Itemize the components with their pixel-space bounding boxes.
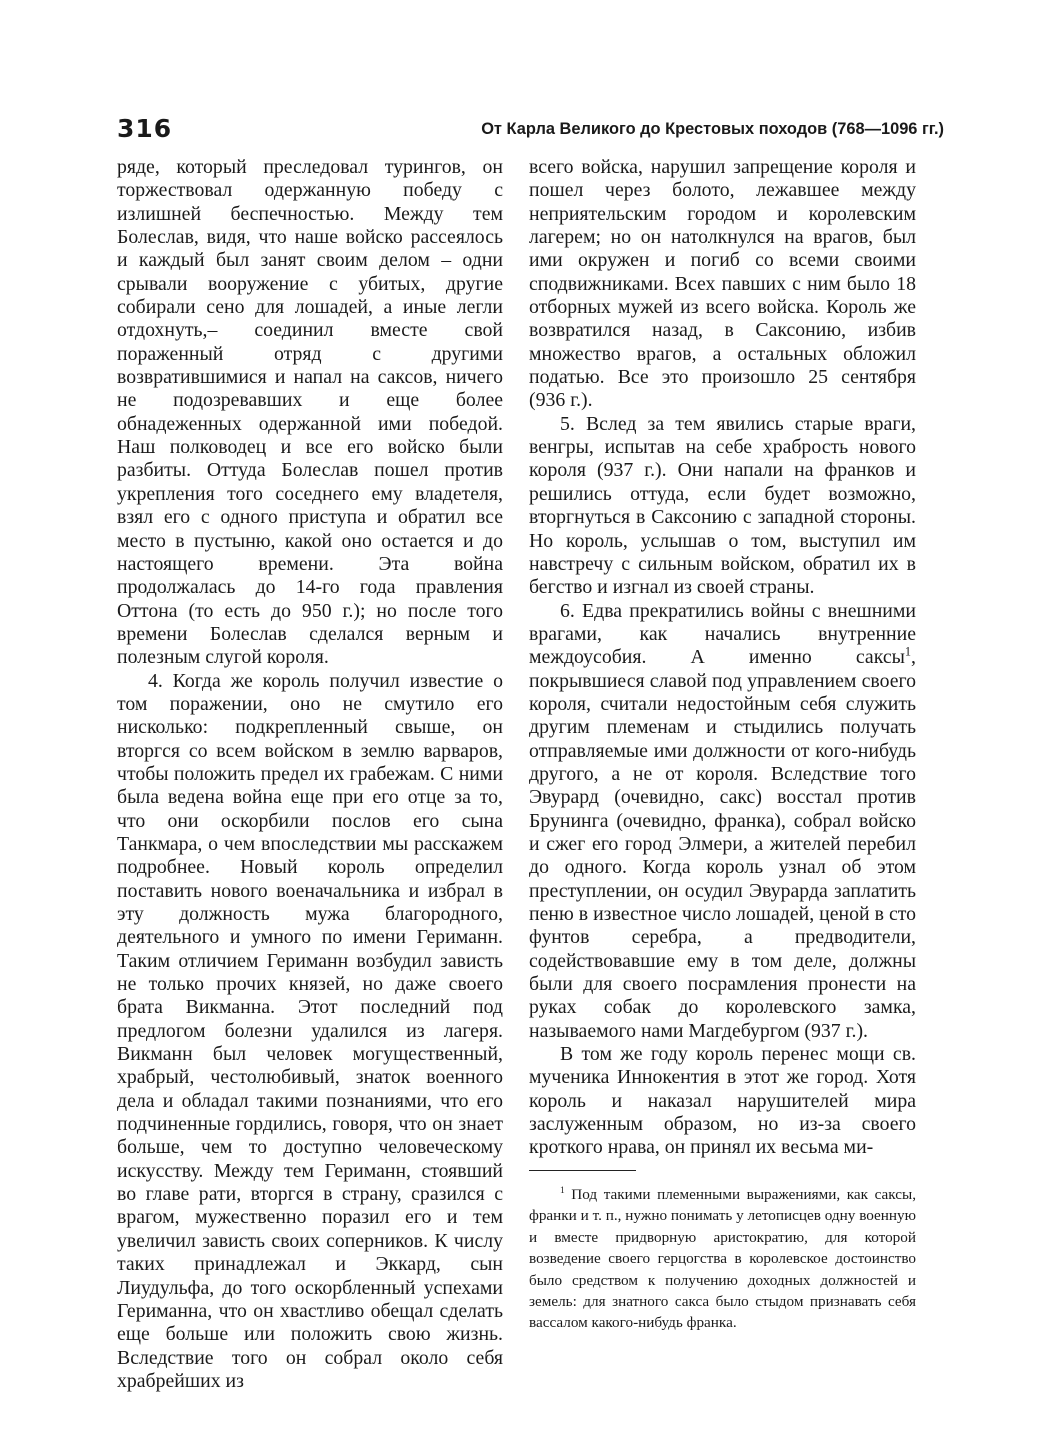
page-number: 316 <box>117 114 173 143</box>
paragraph <box>529 600 916 1044</box>
footnote-text: Под такими племенными выражениями, как саксы, франки и т. п., нужно понимать у летописцев одну военную и вместе придворную аристократию, для которой возведение своего герцогства в королевское достоинство было средством к получению доходных должностей и земель: для знатного сакса было стыдом признавать себя вассалом какого-нибудь франка. <box>529 1186 916 1332</box>
left-text-column <box>117 156 503 1393</box>
paragraph-text: , покрывшиеся славой под управлением своего короля, считали недостойным себя служить другим племенам и стыдились получать отправляемые ими должности от кого-нибудь другого, а не от короля. Вследствие того Эвурард (очевидно, сакс) восстал против Брунинга (очевидно, франка), собрал войско и сжег его город Элмери, а жителей перебил до одного. Когда король узнал об этом преступлении, он осудил Эвурарда заплатить пеню в известное число лошадей, ценой в сто фунтов серебра, а предводители, содействовавшие ему в том деле, должны были для своего посрамления пронести на руках собак до королевского замка, называемого нами Магдебургом (937 г.). <box>529 646 916 1042</box>
paragraph: ряде, который преследовал турингов, он торжествовал одержанную победу с излишней беспечностью. Между тем Болеслав, видя, что наше войско рассеялось и каждый был занят своим делом – одни срывали вооружение с убитых, другие собирали сено для лошадей, а иные легли отдохнуть,– соединил вместе свой пораженный отряд с другими возвратившимися и напал на саксов, ничего не подозревавших и еще более обнадеженных одержанной ими победой. Наш полководец и все его войско были разбиты. Оттуда Болеслав пошел против укрепления того соседнего ему владетеля, взял его с одного приступа и обратил все место в пустыню, какой оно остается и до настоящего времени. Эта война продолжалась до 14-го года правления Оттона (то есть до 950 г.); но после того времени Болеслав сделался верным и полезным слугой короля. <box>117 156 503 669</box>
footnote <box>529 1184 916 1334</box>
right-text-column <box>529 156 916 1160</box>
paragraph-text: 6. Едва прекратились войны с внешними врагами, как начались внутренние междоусобия. А именно саксы <box>529 599 916 669</box>
footnote-marker: 1 <box>560 1185 565 1196</box>
footnote-reference[interactable]: 1 <box>904 644 912 659</box>
paragraph: 4. Когда же король получил известие о том поражении, оно не смутило его нисколько: подкрепленный свыше, он вторгся со всем войском в землю варваров, чтобы положить предел их грабежам. С ними была ведена война еще при его отце за то, что они оскорбили послов его сына Танкмара, о чем впоследствии мы расскажем подробнее. Новый король определил поставить нового военачальника и избрал в эту должность мужа благородного, деятельного и умного по имени Гериманн. Таким отличием Гериманн возбудил зависть не только прочих князей, но даже своего брата Викманна. Этот последний под предлогом болезни удалился из лагеря. Викманн был человек могущественный, храбрый, честолюбивый, знаток военного дела и обладал такими познаниями, что его подчиненные гордились, говоря, что он знает больше, чем то доступно человеческому искусству. Между тем Гериманн, стоявший во главе рати, вторгся в страну, сразился с врагом, мужественно поразил его и тем увеличил зависть своих соперников. К числу таких принадлежал и Эккард, сын Лиудульфа, до того оскорбленный успехами Гериманна, что он хвастливо обещал сделать еще больше или положить свою жизнь. Вследствие того он собрал около себя храбрейших из <box>117 669 503 1392</box>
running-title: От Карла Великого до Крестовых походов (768—1096 гг.) <box>481 120 944 138</box>
paragraph: всего войска, нарушил запрещение короля и пошел через болото, лежавшее между неприятельским городом и королевским лагерем; но он натолкнулся на врагов, был ими окружен и погиб со всеми своими сподвижниками. Всех павших с ним было 18 отборных мужей из всего войска. Король же возвратился назад, в Саксонию, избив множество врагов, а остальных обложил податью. Все это произошло 25 сентября (936 г.). <box>529 156 916 412</box>
footnote-divider <box>529 1170 636 1171</box>
paragraph: В том же году король перенес мощи св. мученика Иннокентия в этот же город. Хотя король и наказал нарушителей мира заслуженным образом, но из-за своего кроткого нрава, он принял их весьма ми- <box>529 1043 916 1159</box>
paragraph: 5. Вслед за тем явились старые враги, венгры, испытав на себе храбрость нового короля (937 г.). Они напали на франков и решились оттуда, если будет возможно, вторгнуться в Саксонию с западной стороны. Но король, услышав о том, выступил им навстречу с сильным войском, обратил их в бегство и изгнал из своей страны. <box>529 412 916 599</box>
